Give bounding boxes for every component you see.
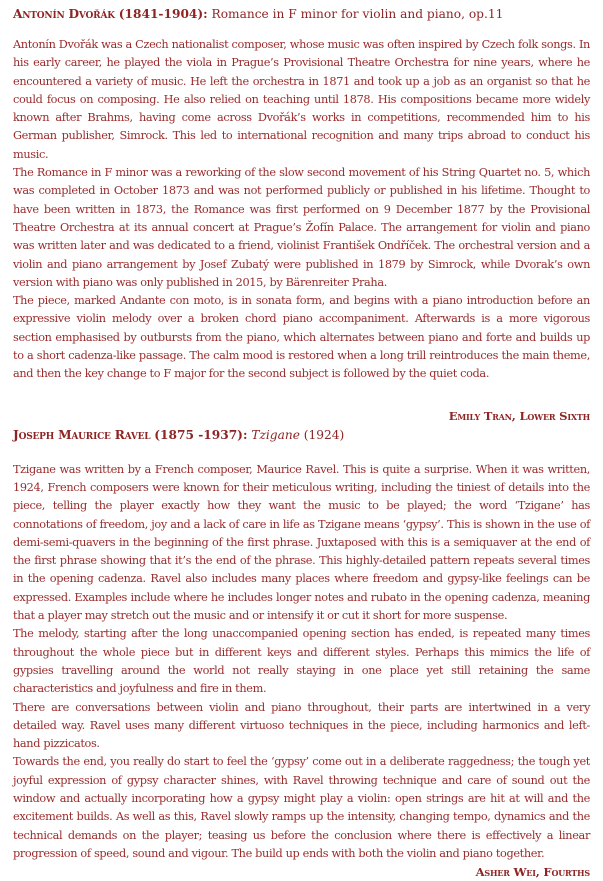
composer-dates: (1875 -1937): [154, 427, 243, 442]
section-body: [13, 461, 590, 864]
section-dvorak: [13, 4, 590, 425]
programme-notes-page: [13, 4, 590, 881]
paragraph: The Romance in F minor was a reworking of the slow second movement of his String Quartet no. 5, which was completed in October 1873 and was not performed publicly or published in his lifetime. Thought to have been written in 1873, the Romance was first performed on 9 December 1877 by the Provisional Theatre Orchestra at its annual concert at Prague’s Žofín Palace. The arrangement for violin and piano was written later and was dedicated to a friend, violinist František Ondříček. The orchestral version and a violin and piano arrangement by Josef Zubatý were published in 1879 by Simrock, while Dvorak’s own version with piano was only published in 2015, by Bärenreiter Praha.: [13, 166, 590, 289]
section-body: [13, 36, 590, 384]
composer-name: Antonín Dvořák: [13, 7, 115, 21]
paragraph: Towards the end, you really do start to feel the ‘gypsy’ come out in a deliberate raggedness; the tough yet joyful expression of gypsy character shines, with Ravel throwing technique and care of sound out the window and actually incorporating how a gypsy might play a violin: open strings are hit at will and the excitement builds. As well as this, Ravel slowly ramps up the intensity, changing tempo, dynamics and the technical demands on the player; teasing us before the conclusion where there is effectively a linear progression of speed, sound and vigour. The build up ends with both the violin and piano together.: [13, 755, 590, 860]
heading-separator: :: [203, 7, 208, 21]
heading-separator: :: [242, 427, 248, 442]
paragraph: Tzigane was written by a French composer, Maurice Ravel. This is quite a surprise. When it was written, 1924, French composers were known for their meticulous writing, including the tiniest of details into the piece, telling the player exactly how they want the music to be played; the word ‘Tzigane’ has connotations of freedom, joy and a lack of care in life as Tzigane means ‘gypsy’. This is shown in the use of demi-semi-quavers in the beginning of the first phrase. Juxtaposed with this is a semiquaver at the end of the first phrase showing that it’s the end of the phrase. This highly-detailed pattern repeats several times in the opening cadenza. Ravel also includes many places where freedom and gypsy-like feelings can be expressed. Examples include where he includes longer notes and rubato in the opening cadenza, meaning that a player may stretch out the music and or intensify it or cut it short for more suspense.: [13, 462, 590, 623]
paragraph: There are conversations between violin and piano throughout, their parts are intertwined in a very detailed way. Ravel uses many different virtuoso techniques in the piece, including harmonics and left-hand pizzicatos.: [13, 700, 590, 751]
composer-dates: (1841-1904): [118, 7, 204, 21]
paragraph: The piece, marked Andante con moto, is in sonata form, and begins with a piano introduction before an expressive violin melody over a broken chord piano accompaniment. Afterwards is a more vigorous section emphasised by outbursts from the piano, which alternates between piano and forte and builds up to a short cadenza-like passage. The calm mood is restored when a long trill reintroduces the main theme, and then the key change to F major for the second subject is followed by the quiet coda.: [13, 294, 590, 381]
work-year: (1924): [303, 427, 345, 442]
author-signature: Emily Tran, Lower Sixth: [448, 408, 590, 423]
composer-name: Joseph Maurice Ravel: [13, 427, 151, 442]
paragraph: Antonín Dvořák was a Czech nationalist composer, whose music was often inspired by Czech folk songs. In his early career, he played the viola in Prague’s Provisional Theatre Orchestra for nine years, where he encountered a variety of music. He left the orchestra in 1871 and took up a job as an organist so that he could focus on composing. He also relied on teaching until 1878. His compositions became more widely known after Brahms, having come across Dvořák’s works in competitions, recommended him to his German publisher, Simrock. This led to international recognition and many trips abroad to conduct his music.: [13, 38, 590, 161]
section-ravel: [13, 425, 590, 881]
section-heading: [13, 425, 590, 445]
author-signature: Asher Wei, Fourths: [475, 865, 590, 880]
work-title: Tzigane: [251, 427, 300, 442]
section-heading: [13, 4, 590, 24]
paragraph: The melody, starting after the long unaccompanied opening section has ended, is repeated many times throughout the whole piece but in different keys and different styles. Perhaps this mimics the life of gypsies travelling around the world not really staying in one place yet still retaining the same characteristics and joyfulness and fire in them.: [13, 627, 590, 696]
work-title: Romance in F minor for violin and piano, op.11: [211, 7, 504, 21]
